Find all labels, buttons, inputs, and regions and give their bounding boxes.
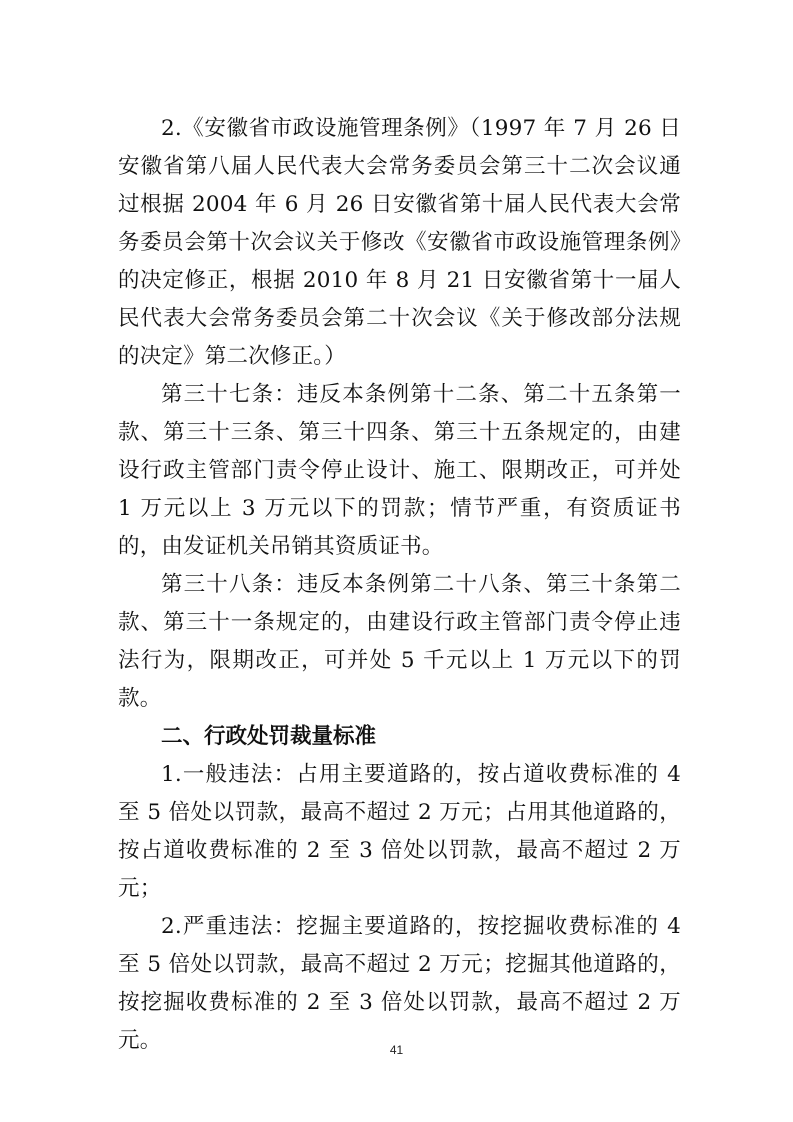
page-body — [118, 110, 681, 1060]
section-heading: 二、行政处罚裁量标准 — [161, 724, 377, 749]
general-violation-paragraph: 1.一般违法：占用主要道路的，按占道收费标准的 4 至 5 倍处以罚款，最高不超过 2 万元；占用其他道路的，按占道收费标准的 2 至 3 倍处以罚款，最高不超过 2 万元； — [118, 762, 681, 901]
regulation-citation-paragraph: 2.《安徽省市政设施管理条例》（1997 年 7 月 26 日安徽省第八届人民代表大会常务委员会第三十二次会议通过根据 2004 年 6 月 26 日安徽省第十届人民代表大会常务委员会第十次会议关于修改《安徽省市政设施管理条例》的决定修正，根据 2010 年 8 月 21 日安徽省第十一届人民代表大会常务委员会第二十次会议《关于修改部分法规的决定》第二次修正。） — [118, 116, 681, 369]
article-37-paragraph: 第三十七条：违反本条例第十二条、第二十五条第一款、第三十三条、第三十四条、第三十五条规定的，由建设行政主管部门责令停止设计、施工、限期改正，可并处 1 万元以上 3 万元以下的罚款；情节严重，有资质证书的，由发证机关吊销其资质证书。 — [118, 382, 681, 559]
page-number: 41 — [389, 1043, 404, 1057]
serious-violation-paragraph: 2.严重违法：挖掘主要道路的，按挖掘收费标准的 4 至 5 倍处以罚款，最高不超过 2 万元；挖掘其他道路的，按挖掘收费标准的 2 至 3 倍处以罚款，最高不超过 2 万元。 — [118, 914, 681, 1053]
article-38-paragraph: 第三十八条：违反本条例第二十八条、第三十条第二款、第三十一条规定的，由建设行政主管部门责令停止违法行为，限期改正，可并处 5 千元以上 1 万元以下的罚款。 — [118, 572, 681, 711]
